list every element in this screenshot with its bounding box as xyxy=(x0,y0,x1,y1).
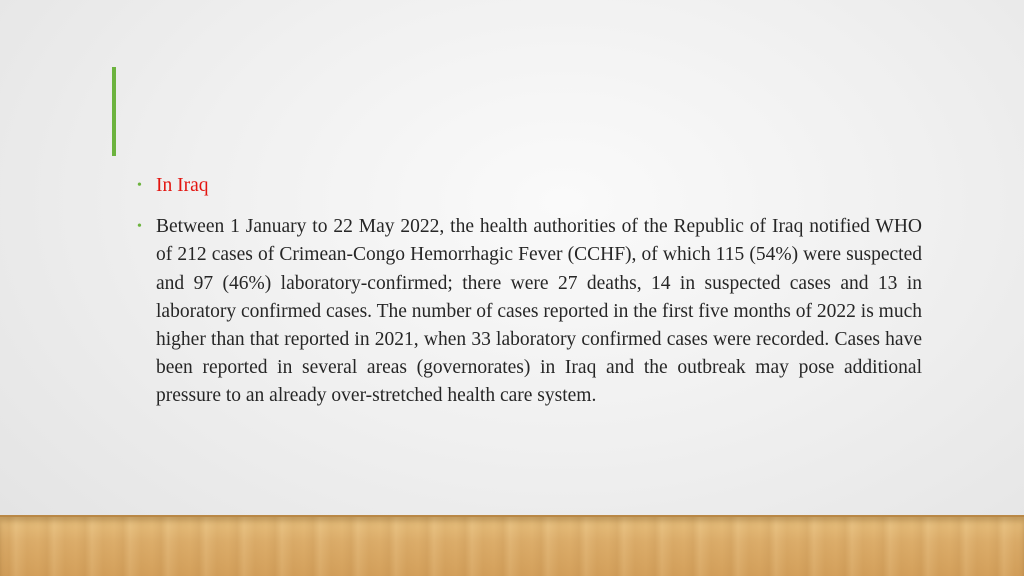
bullet-heading xyxy=(136,172,922,200)
bullet-marker-icon: • xyxy=(137,178,142,193)
bullet-body xyxy=(136,213,922,410)
heading-text: In Iraq xyxy=(156,175,209,196)
slide-content xyxy=(136,172,922,411)
wood-floor-decoration xyxy=(0,515,1024,576)
bullet-marker-icon: • xyxy=(137,219,142,235)
body-text: Between 1 January to 22 May 2022, the health authorities of the Republic of Iraq notified WHO of 212 cases of Crimean-Congo Hemorrhagic Fever (CCHF), of which 115 (54%) were suspected and 97 (46%) laboratory-confirmed; there were 27 deaths, 14 in suspected cases and 13 in laboratory confirmed cases. The number of cases reported in the first five months of 2022 is much higher than that reported in 2021, when 33 laboratory confirmed cases were recorded. Cases have been reported in several areas (governorates) in Iraq and the outbreak may pose additional pressure to an already over-stretched health care system. xyxy=(156,216,922,407)
title-accent-bar xyxy=(112,67,116,156)
